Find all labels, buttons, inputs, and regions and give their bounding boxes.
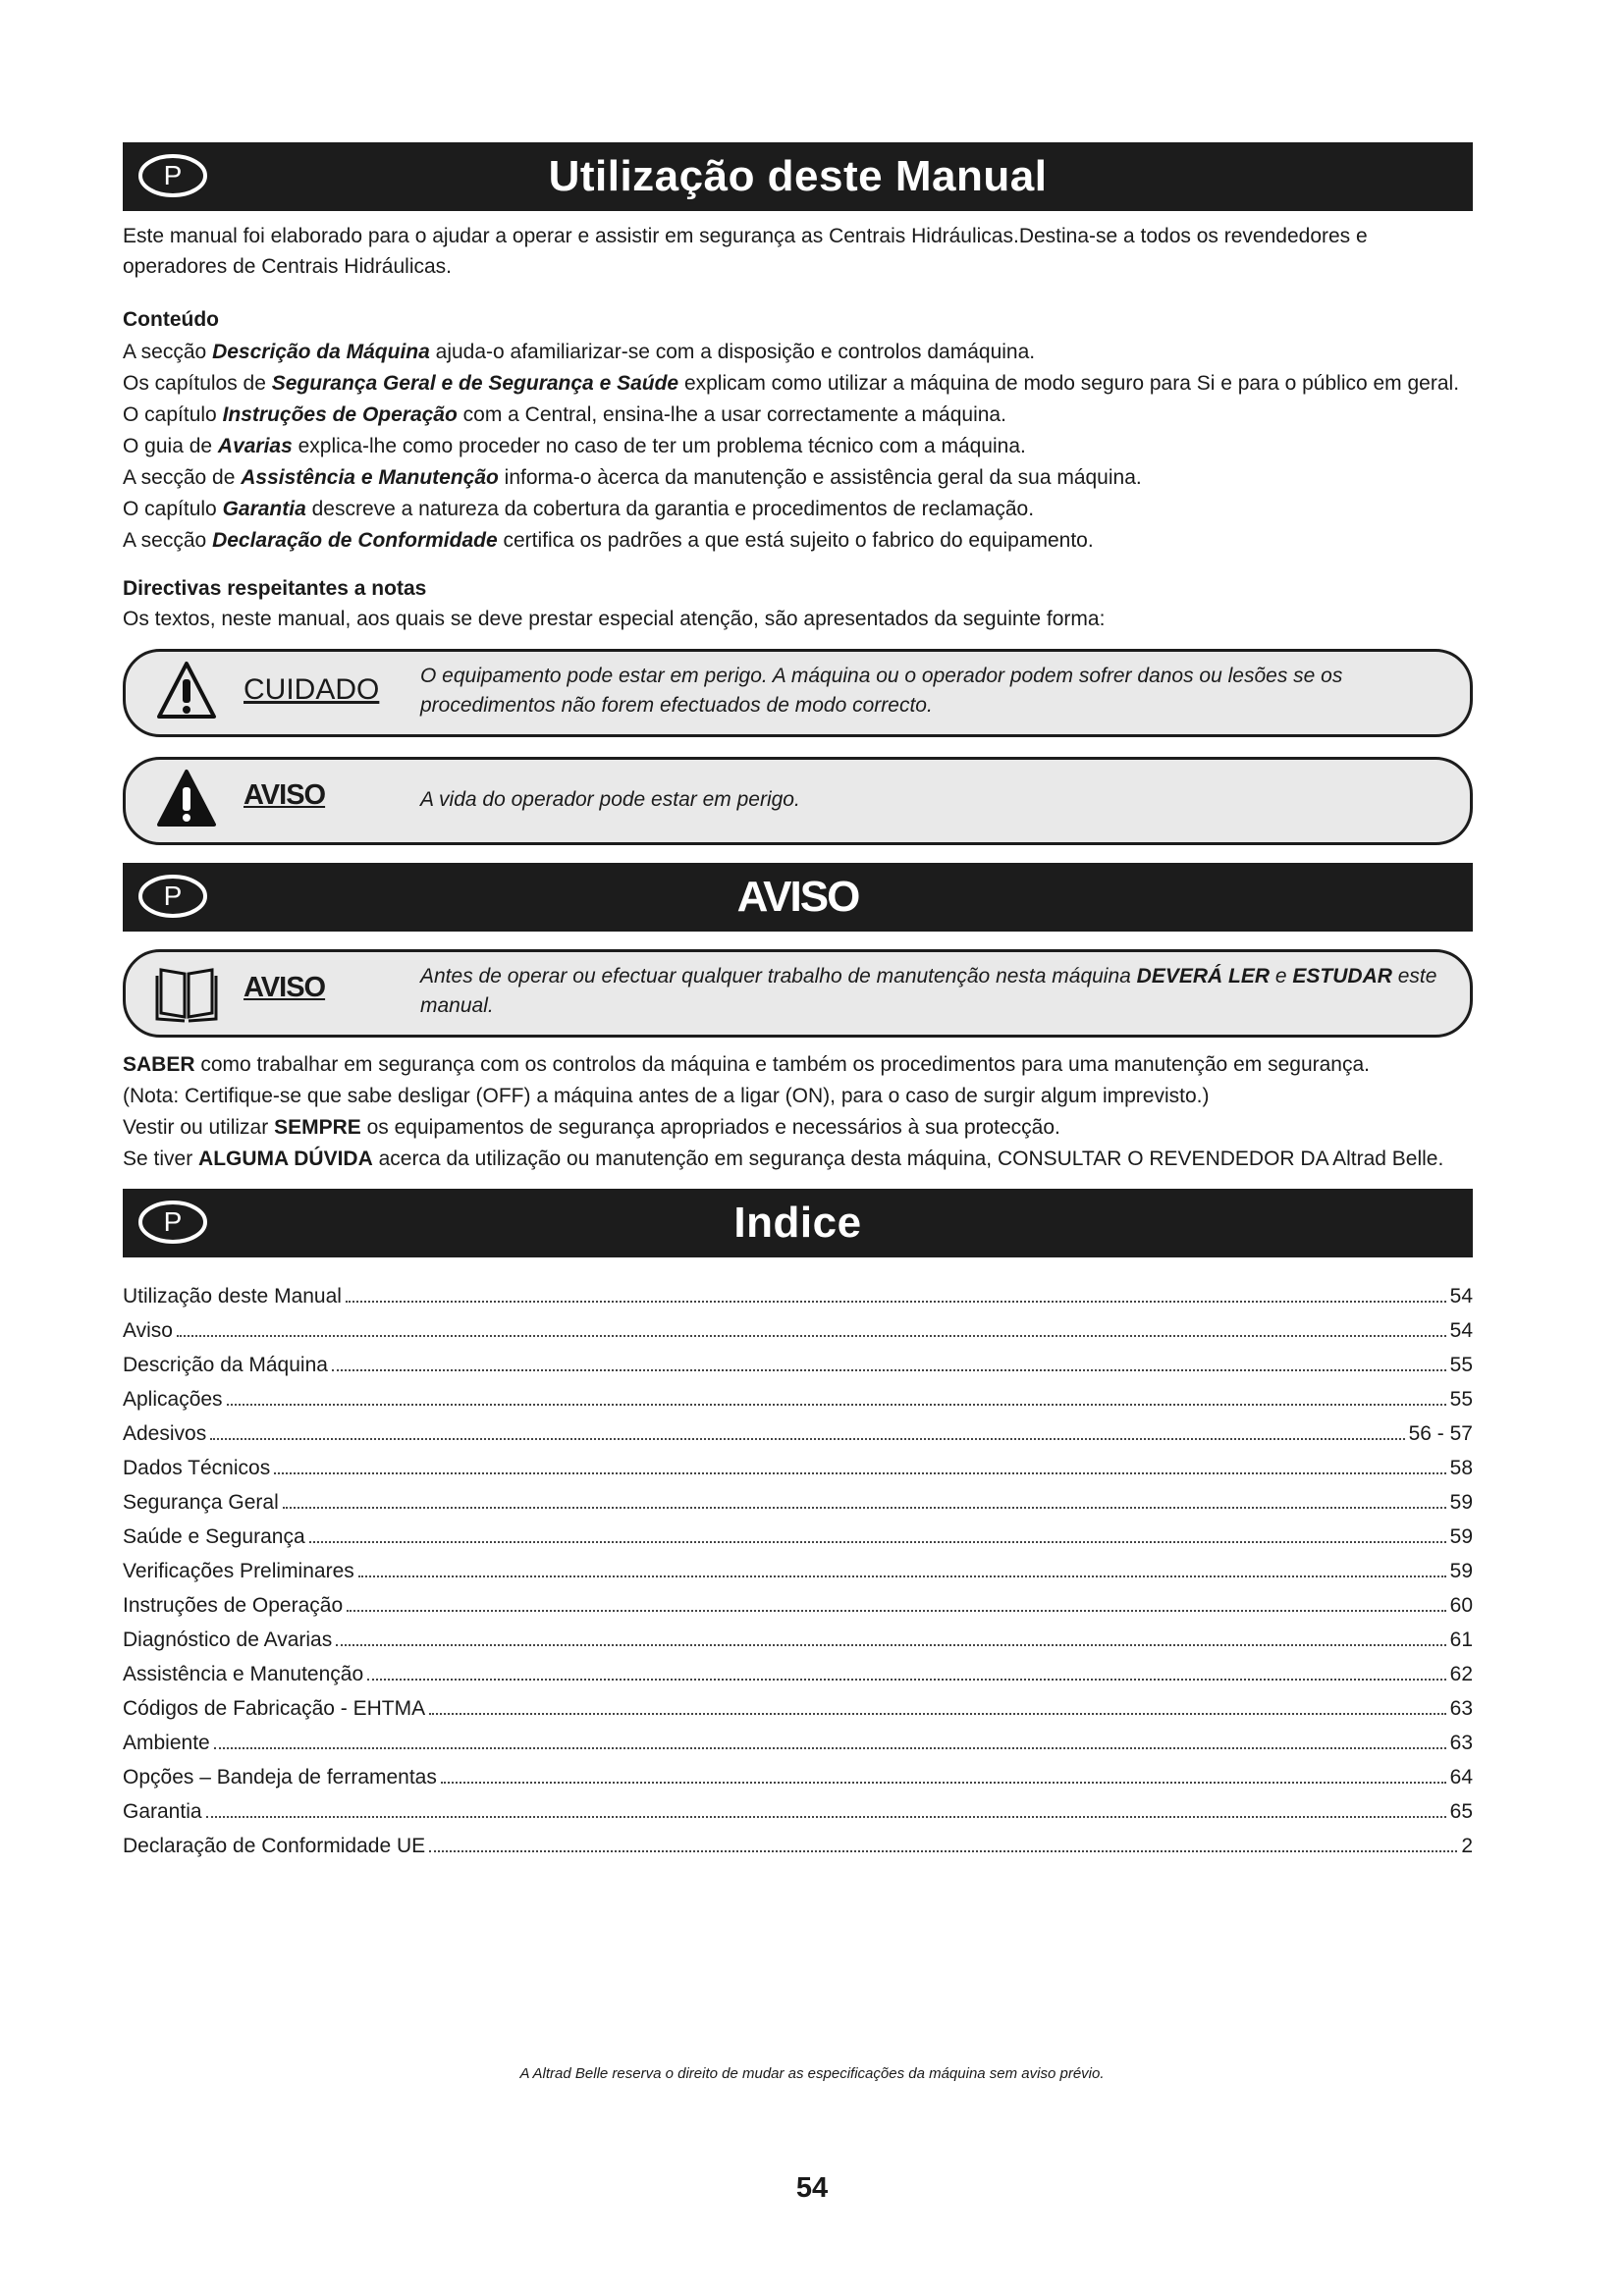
toc-entry-title: Aviso <box>123 1319 173 1342</box>
toc-entry[interactable] <box>123 1760 1473 1794</box>
toc-entry-page: 64 <box>1449 1766 1473 1789</box>
toc-entry-title: Dados Técnicos <box>123 1457 271 1479</box>
open-book-icon <box>155 960 218 1023</box>
contents-item: A secção Descrição da Máquina ajuda-o afamiliarizar-se com a disposição e controlos damáquina. <box>123 341 1036 363</box>
toc-entry[interactable] <box>123 1829 1473 1863</box>
toc-entry-page: 54 <box>1449 1285 1473 1308</box>
toc-entry-title: Aplicações <box>123 1388 223 1411</box>
svg-text:P: P <box>163 160 183 190</box>
toc-entry-title: Códigos de Fabricação - EHTMA <box>123 1697 426 1720</box>
caution-label: CUIDADO <box>244 673 380 706</box>
intro-text: Este manual foi elaborado para o ajudar a operar e assistir em segurança as Centrais Hidráulicas.Destina-se a todos os revendedores e operadores de Centrais Hidráulicas. <box>123 225 1368 278</box>
toc-entry-title: Declaração de Conformidade UE <box>123 1835 426 1857</box>
caution-text: O equipamento pode estar em perigo. A máquina ou o operador podem sofrer danos ou lesões se os procedimentos não forem efectuados de modo correcto. <box>420 665 1343 717</box>
toc-entry-title: Utilização deste Manual <box>123 1285 342 1308</box>
toc-entry-page: 65 <box>1449 1800 1473 1823</box>
read-manual-notice <box>123 949 1473 1038</box>
toc-leader-dots <box>210 1438 1404 1440</box>
toc-entry-title: Assistência e Manutenção <box>123 1663 364 1685</box>
toc-entry[interactable] <box>123 1623 1473 1657</box>
toc-entry[interactable] <box>123 1348 1473 1382</box>
toc-leader-dots <box>227 1404 1446 1406</box>
toc-entry-page: 54 <box>1449 1319 1473 1342</box>
toc-leader-dots <box>336 1644 1445 1646</box>
toc-entry[interactable] <box>123 1520 1473 1554</box>
section-title: AVISO <box>736 873 859 921</box>
toc-leader-dots <box>429 1713 1446 1715</box>
toc-entry-title: Diagnóstico de Avarias <box>123 1629 333 1651</box>
toc-entry-page: 58 <box>1449 1457 1473 1479</box>
warning-label: AVISO <box>244 779 326 811</box>
doubt-paragraph: Se tiver ALGUMA DÚVIDA acerca da utilização ou manutenção em segurança desta máquina, CONSULTAR O REVENDEDOR DA Altrad Belle. <box>123 1148 1444 1170</box>
toc-entry-title: Saúde e Segurança <box>123 1525 305 1548</box>
toc-entry-page: 55 <box>1449 1354 1473 1376</box>
warning-text: A vida do operador pode estar em perigo. <box>420 788 800 811</box>
contents-item: A secção de Assistência e Manutenção informa-o àcerca da manutenção e assistência geral da sua máquina. <box>123 466 1142 489</box>
toc-entry-page: 55 <box>1449 1388 1473 1411</box>
language-p-icon <box>136 152 209 199</box>
toc-leader-dots <box>274 1472 1445 1474</box>
toc-entry[interactable] <box>123 1382 1473 1416</box>
toc-entry-title: Adesivos <box>123 1422 207 1445</box>
toc-leader-dots <box>441 1782 1446 1784</box>
language-p-icon <box>136 873 209 920</box>
warning-body <box>123 1049 1473 1175</box>
toc-leader-dots <box>214 1747 1446 1749</box>
toc-entry-title: Garantia <box>123 1800 202 1823</box>
toc-entry[interactable] <box>123 1451 1473 1485</box>
toc-entry[interactable] <box>123 1657 1473 1691</box>
know-paragraph: SABER como trabalhar em segurança com os controlos da máquina e também os procedimentos para uma manutenção em segurança. <box>123 1053 1370 1076</box>
section-title: Utilização deste Manual <box>548 152 1048 200</box>
contents-item: A secção Declaração de Conformidade certifica os padrões a que está sujeito o fabrico do equipamento. <box>123 529 1094 552</box>
toc-entry-page: 62 <box>1449 1663 1473 1685</box>
toc-leader-dots <box>332 1369 1446 1371</box>
language-p-icon <box>136 1199 209 1246</box>
manual-notice-label: AVISO <box>244 972 326 1003</box>
contents-item: O capítulo Garantia descreve a natureza da cobertura da garantia e procedimentos de reclamação. <box>123 498 1035 520</box>
manual-page <box>123 142 1473 1863</box>
toc-entry-page: 56 - 57 <box>1408 1422 1473 1445</box>
toc-leader-dots <box>347 1610 1446 1612</box>
toc-entry[interactable] <box>123 1313 1473 1348</box>
toc-entry-title: Descrição da Máquina <box>123 1354 328 1376</box>
svg-text:P: P <box>163 1206 183 1237</box>
toc-entry[interactable] <box>123 1794 1473 1829</box>
section-title: Indice <box>733 1199 862 1247</box>
toc-entry-page: 59 <box>1449 1491 1473 1514</box>
section-header-warning <box>123 863 1473 932</box>
contents-item: Os capítulos de Segurança Geral e de Segurança e Saúde explicam como utilizar a máquina de modo seguro para Si e para o público em geral. <box>123 372 1460 395</box>
contents-heading: Conteúdo <box>123 308 219 331</box>
directives-heading: Directivas respeitantes a notas <box>123 577 427 600</box>
directives-text: Os textos, neste manual, aos quais se deve prestar especial atenção, são apresentados da seguinte forma: <box>123 608 1106 630</box>
toc-leader-dots <box>309 1541 1446 1543</box>
toc-leader-dots <box>283 1507 1446 1509</box>
contents-item: O capítulo Instruções de Operação com a Central, ensina-lhe a usar correctamente a máquina. <box>123 403 1006 426</box>
toc-entry[interactable] <box>123 1279 1473 1313</box>
note-paragraph: (Nota: Certifique-se que sabe desligar (OFF) a máquina antes de a ligar (ON), para o caso de surgir algum imprevisto.) <box>123 1085 1210 1107</box>
toc-entry-page: 61 <box>1449 1629 1473 1651</box>
contents-list <box>123 337 1473 557</box>
toc-leader-dots <box>206 1816 1446 1818</box>
toc-entry-page: 60 <box>1449 1594 1473 1617</box>
caution-notice <box>123 649 1473 737</box>
table-of-contents <box>123 1279 1473 1863</box>
toc-entry-title: Segurança Geral <box>123 1491 279 1514</box>
toc-entry-title: Verificações Preliminares <box>123 1560 354 1582</box>
warning-triangle-icon <box>155 768 218 830</box>
always-paragraph: Vestir ou utilizar SEMPRE os equipamentos de segurança apropriados e necessários à sua protecção. <box>123 1116 1060 1139</box>
toc-entry[interactable] <box>123 1691 1473 1726</box>
toc-entry-page: 59 <box>1449 1560 1473 1582</box>
toc-entry-page: 59 <box>1449 1525 1473 1548</box>
toc-entry-page: 63 <box>1449 1697 1473 1720</box>
svg-text:P: P <box>163 881 183 911</box>
toc-entry-title: Ambiente <box>123 1732 210 1754</box>
manual-notice-text: Antes de operar ou efectuar qualquer trabalho de manutenção nesta máquina DEVERÁ LER e ESTUDAR este manual. <box>420 965 1437 1017</box>
toc-entry-title: Instruções de Operação <box>123 1594 344 1617</box>
toc-leader-dots <box>358 1575 1446 1577</box>
section-header-manual-usage <box>123 142 1473 211</box>
toc-entry[interactable] <box>123 1726 1473 1760</box>
toc-leader-dots <box>346 1301 1446 1303</box>
toc-entry-page: 63 <box>1449 1732 1473 1754</box>
toc-leader-dots <box>177 1335 1446 1337</box>
toc-entry[interactable] <box>123 1416 1473 1451</box>
section-header-index <box>123 1189 1473 1257</box>
toc-leader-dots <box>429 1850 1457 1852</box>
toc-entry-title: Opções – Bandeja de ferramentas <box>123 1766 437 1789</box>
contents-item: O guia de Avarias explica-lhe como proceder no caso de ter um problema técnico com a máquina. <box>123 435 1026 457</box>
footnote: A Altrad Belle reserva o direito de mudar as especificações da máquina sem aviso prévio. <box>519 2065 1105 2082</box>
toc-entry[interactable] <box>123 1588 1473 1623</box>
toc-entry[interactable] <box>123 1554 1473 1588</box>
toc-entry[interactable] <box>123 1485 1473 1520</box>
page-number: 54 <box>795 2172 829 2204</box>
warning-notice <box>123 757 1473 845</box>
toc-leader-dots <box>367 1679 1446 1681</box>
toc-entry-page: 2 <box>1461 1835 1473 1857</box>
caution-triangle-icon <box>155 660 218 722</box>
